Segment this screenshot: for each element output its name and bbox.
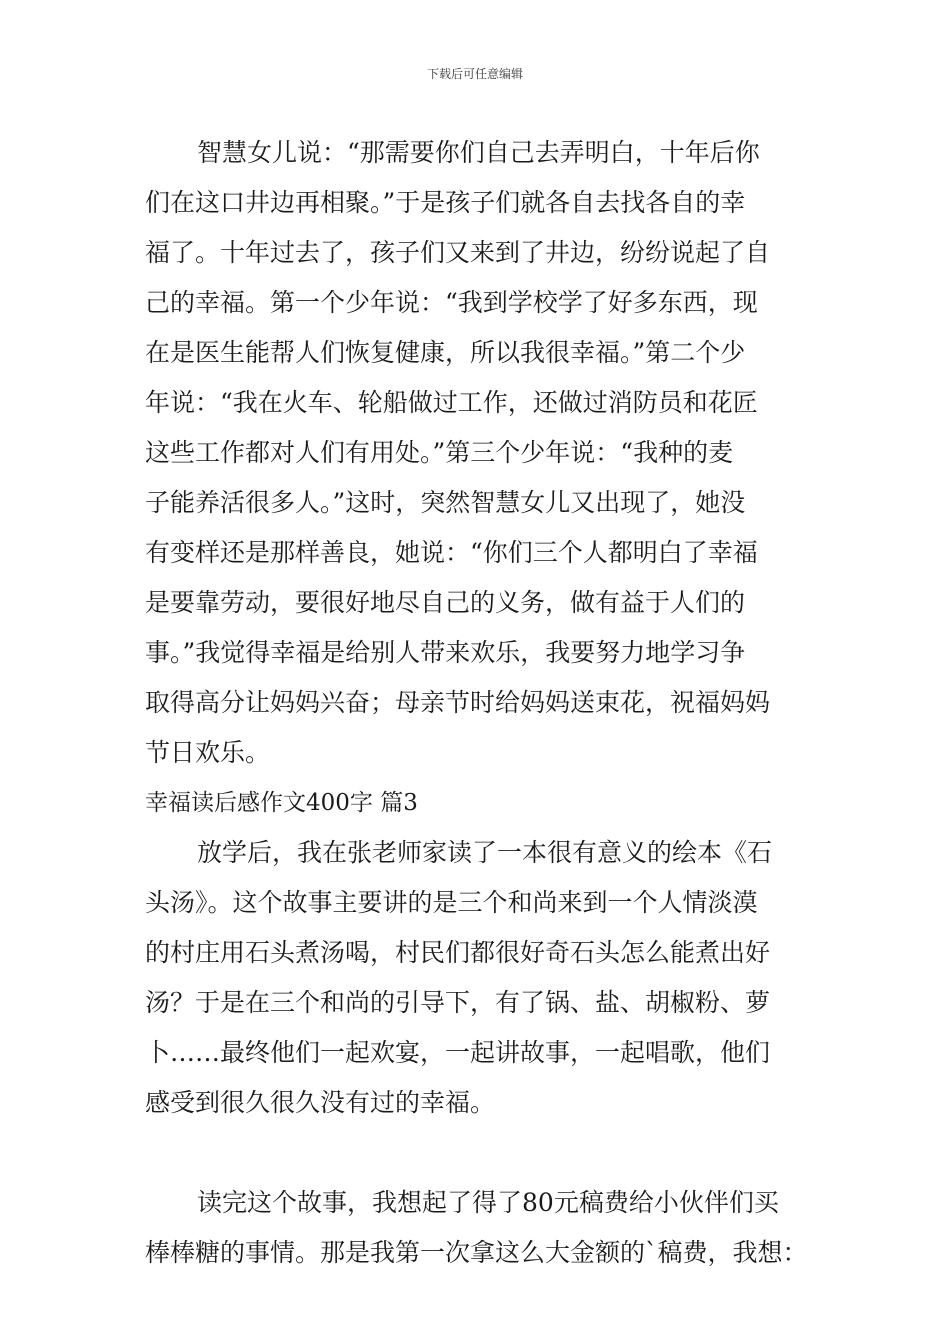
- paragraph-line: 有变样还是那样善良，她说：“你们三个人都明白了幸福: [145, 538, 758, 567]
- paragraph-line: 智慧女儿说：“那需要你们自己去弄明白，十年后你: [197, 138, 760, 167]
- paragraph-line: 卜……最终他们一起欢宴，一起讲故事，一起唱歌，他们: [145, 1038, 771, 1067]
- paragraph-line: 己的幸福。第一个少年说：“我到学校学了好多东西，现: [145, 288, 758, 317]
- paragraph-line: 事。”我觉得幸福是给别人带来欢乐，我要努力地学习争: [145, 638, 746, 667]
- paragraph-line: 汤？于是在三个和尚的引导下，有了锅、盐、胡椒粉、萝: [145, 988, 771, 1017]
- paragraph-line: 的村庄用石头煮汤喝，村民们都很好奇石头怎么能煮出好: [145, 938, 771, 967]
- paragraph-line: 子能养活很多人。”这时，突然智慧女儿又出现了，她没: [145, 488, 746, 517]
- paragraph-line: 棒棒糖的事情。那是我第一次拿这么大金额的`稿费，我想：: [145, 1238, 808, 1267]
- paragraph-line: 在是医生能帮人们恢复健康，所以我很幸福。”第二个少: [145, 338, 746, 367]
- paragraph-line: 福了。十年过去了，孩子们又来到了井边，纷纷说起了自: [145, 238, 771, 267]
- paragraph-line: 们在这口井边再相聚。”于是孩子们就各自去找各自的幸: [145, 188, 746, 217]
- paragraph-line: 放学后，我在张老师家读了一本很有意义的绘本《石: [197, 838, 773, 867]
- paragraph-line: 节日欢乐。: [145, 738, 271, 767]
- paragraph-spacer: [145, 1128, 825, 1178]
- document-body: [145, 128, 825, 1278]
- paragraph-line: 感受到很久很久没有过的幸福。: [145, 1088, 496, 1117]
- paragraph-line: 头汤》。这个故事主要讲的是三个和尚来到一个人情淡漠: [145, 888, 758, 917]
- paragraph-line: 这些工作都对人们有用处。”第三个少年说：“我种的麦: [145, 438, 734, 467]
- paragraph-line: 年说：“我在火车、轮船做过工作，还做过消防员和花匠: [145, 388, 758, 417]
- section-heading: 幸福读后感作文400字 篇3: [145, 790, 418, 816]
- paragraph-line: 取得高分让妈妈兴奋；母亲节时给妈妈送束花，祝福妈妈: [145, 688, 771, 717]
- page-header-note: 下载后可任意编辑: [426, 67, 523, 81]
- paragraph-line: 读完这个故事，我想起了得了80元稿费给小伙伴们买: [197, 1188, 779, 1217]
- paragraph-line: 是要靠劳动，要很好地尽自己的义务，做有益于人们的: [145, 588, 746, 617]
